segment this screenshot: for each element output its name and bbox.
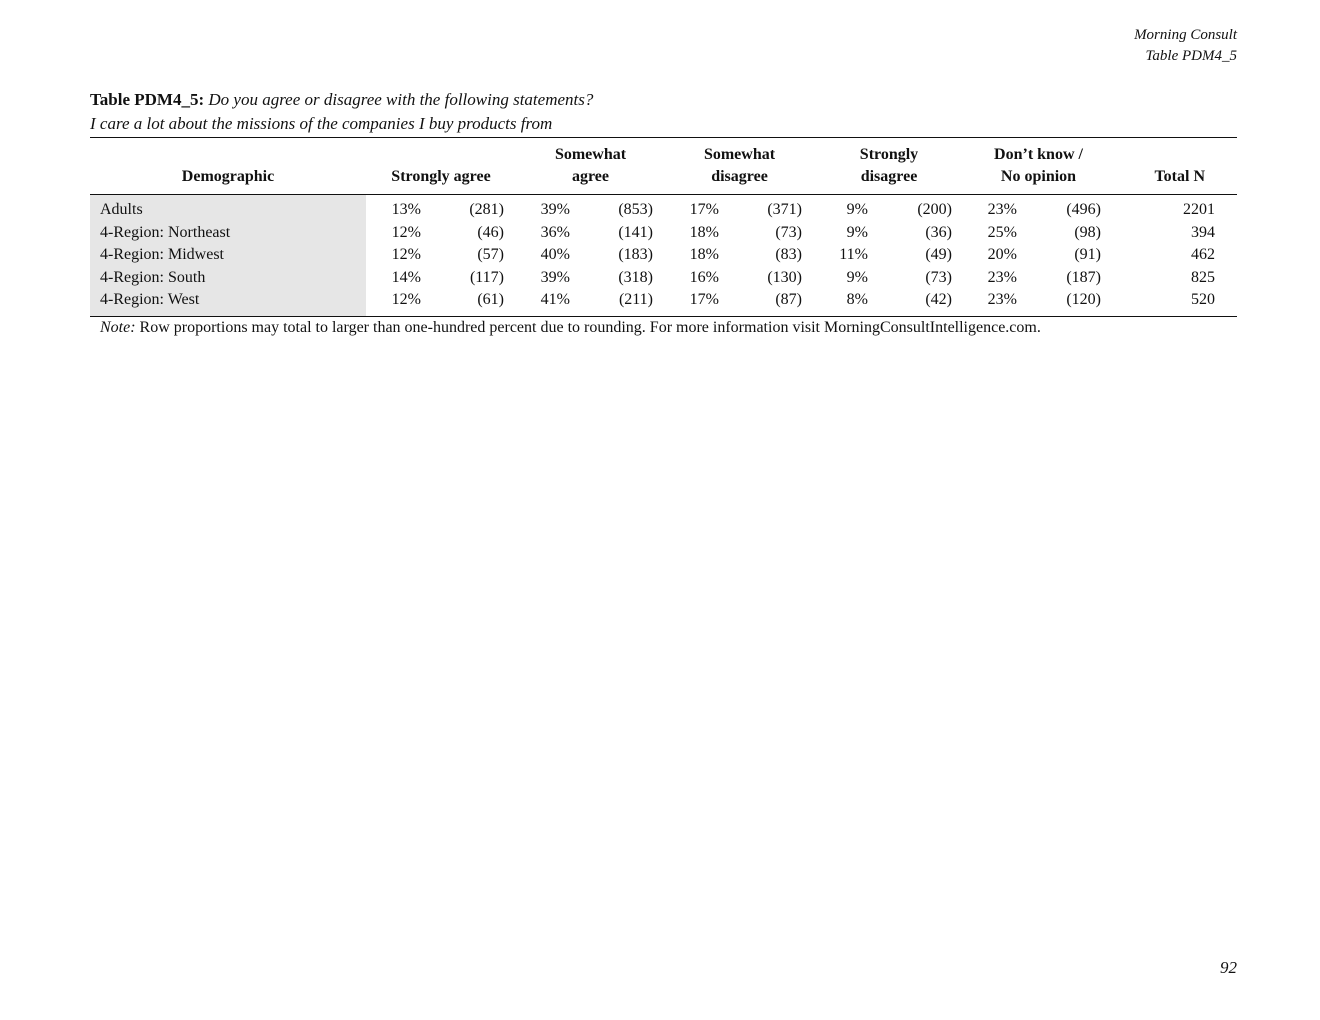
col-demographic: Demographic — [90, 138, 366, 195]
cell-somewhat-disagree-n: (83) — [775, 246, 802, 263]
note-text: Row proportions may total to larger than one-hundred percent due to rounding. For more information visit MorningConsultIntelligence.com. — [139, 319, 1041, 336]
table-row — [90, 195, 1237, 222]
cell-dont-know-pct: 23% — [987, 201, 1017, 218]
header-table-id: Table PDM4_5 — [1145, 48, 1237, 64]
cell-dont-know-pct: 20% — [987, 246, 1017, 263]
cell-somewhat-agree-pct: 36% — [540, 223, 570, 241]
cell-strongly-disagree-n: (42) — [925, 291, 952, 308]
page-number: 92 — [1220, 958, 1237, 977]
cell-somewhat-agree-n: (853) — [618, 201, 653, 218]
title-label: Table PDM4_5: — [90, 90, 205, 109]
table-row — [90, 289, 1237, 316]
col-somewhat-agree: Somewhat agree — [516, 138, 665, 195]
cell-strongly-agree-pct: 12% — [391, 291, 421, 308]
cell-strongly-disagree-n: (200) — [917, 201, 952, 218]
cell-dont-know-n: (496) — [1066, 201, 1101, 218]
cell-somewhat-agree-pct: 41% — [540, 291, 570, 308]
table-title — [90, 88, 1237, 136]
cell-somewhat-disagree-n: (87) — [775, 291, 802, 308]
cell-somewhat-disagree-n: (130) — [767, 268, 802, 286]
cell-somewhat-agree-pct: 39% — [540, 201, 570, 218]
cell-somewhat-disagree-n: (371) — [767, 201, 802, 218]
cell-somewhat-disagree-pct: 17% — [689, 201, 719, 218]
cell-strongly-agree-pct: 12% — [391, 223, 421, 241]
cell-strongly-disagree-n: (36) — [925, 223, 952, 241]
cell-strongly-disagree-pct: 9% — [846, 223, 868, 241]
cell-somewhat-agree-n: (318) — [618, 268, 653, 286]
col-somewhat-disagree: Somewhat disagree — [665, 138, 814, 195]
row-label: 4-Region: Northeast — [90, 222, 366, 245]
cell-strongly-disagree-pct: 8% — [846, 291, 868, 308]
cell-dont-know-n: (91) — [1074, 246, 1101, 263]
cell-somewhat-agree-pct: 39% — [540, 268, 570, 286]
cell-strongly-agree-pct: 14% — [391, 268, 421, 286]
cell-strongly-agree-n: (281) — [469, 201, 504, 218]
header-row — [90, 138, 1237, 195]
table-row — [90, 222, 1237, 245]
cell-somewhat-disagree-n: (73) — [775, 223, 802, 241]
cell-somewhat-agree-n: (183) — [618, 246, 653, 263]
note-label: Note: — [100, 319, 136, 336]
running-header — [1134, 25, 1237, 67]
header-source: Morning Consult — [1134, 27, 1237, 43]
cell-somewhat-agree-n: (141) — [618, 223, 653, 241]
row-label: 4-Region: South — [90, 267, 366, 290]
crosstab-table — [90, 137, 1237, 317]
cell-total-n: 825 — [1191, 268, 1215, 286]
cell-strongly-disagree-pct: 11% — [839, 246, 868, 263]
cell-strongly-agree-pct: 12% — [391, 246, 421, 263]
cell-strongly-disagree-n: (73) — [925, 268, 952, 286]
row-label: 4-Region: Midwest — [90, 244, 366, 267]
cell-dont-know-n: (120) — [1066, 291, 1101, 308]
table-note — [100, 317, 1041, 339]
col-total-n: Total N — [1113, 138, 1237, 195]
cell-somewhat-disagree-pct: 17% — [689, 291, 719, 308]
cell-strongly-disagree-n: (49) — [925, 246, 952, 263]
cell-strongly-agree-n: (61) — [477, 291, 504, 308]
col-dont-know: Don’t know / No opinion — [964, 138, 1113, 195]
cell-total-n: 394 — [1191, 223, 1215, 241]
cell-strongly-disagree-pct: 9% — [846, 201, 868, 218]
col-strongly-disagree: Strongly disagree — [814, 138, 964, 195]
title-statement: I care a lot about the missions of the companies I buy products from — [90, 114, 553, 133]
row-label: 4-Region: West — [90, 289, 366, 316]
cell-somewhat-agree-pct: 40% — [540, 246, 570, 263]
cell-somewhat-disagree-pct: 18% — [689, 223, 719, 241]
cell-somewhat-agree-n: (211) — [618, 291, 653, 308]
title-question: Do you agree or disagree with the following statements? — [208, 90, 594, 109]
cell-dont-know-n: (98) — [1074, 223, 1101, 241]
table-row — [90, 267, 1237, 290]
cell-strongly-agree-pct: 13% — [391, 201, 421, 218]
cell-strongly-agree-n: (117) — [469, 268, 504, 286]
cell-dont-know-pct: 25% — [987, 223, 1017, 241]
cell-dont-know-n: (187) — [1066, 268, 1101, 286]
table-row — [90, 244, 1237, 267]
col-strongly-agree: Strongly agree — [366, 138, 516, 195]
cell-somewhat-disagree-pct: 18% — [689, 246, 719, 263]
cell-dont-know-pct: 23% — [987, 291, 1017, 308]
row-label: Adults — [90, 195, 366, 222]
cell-strongly-disagree-pct: 9% — [846, 268, 868, 286]
cell-total-n: 2201 — [1183, 201, 1215, 218]
cell-total-n: 520 — [1191, 291, 1215, 308]
cell-dont-know-pct: 23% — [987, 268, 1017, 286]
cell-strongly-agree-n: (57) — [477, 246, 504, 263]
cell-somewhat-disagree-pct: 16% — [689, 268, 719, 286]
cell-total-n: 462 — [1191, 246, 1215, 263]
cell-strongly-agree-n: (46) — [477, 223, 504, 241]
